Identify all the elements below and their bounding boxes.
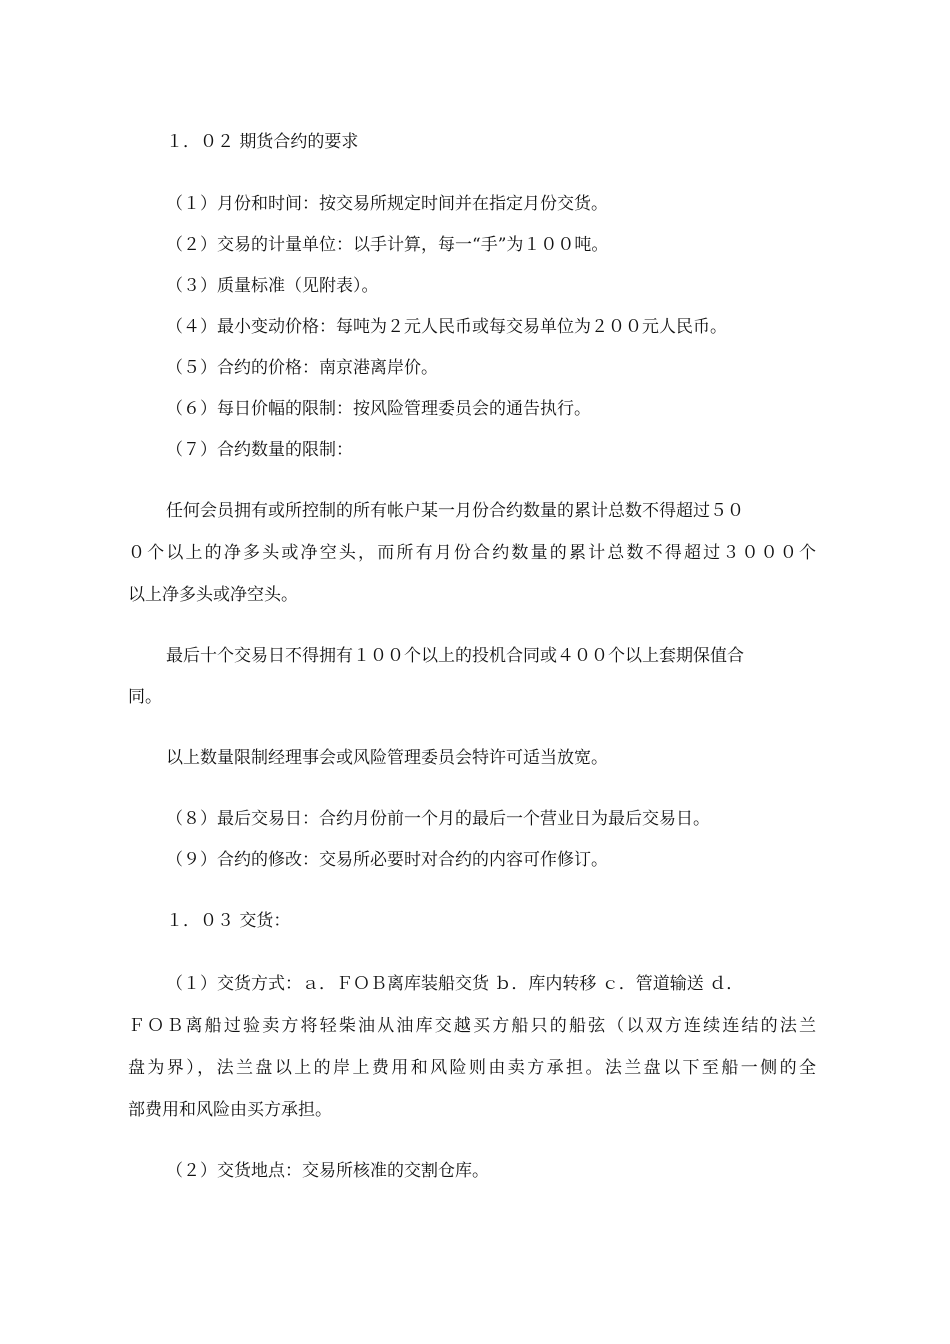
list-item: （８）最后交易日：合约月份前一个月的最后一个营业日为最后交易日。 [166, 809, 710, 829]
paragraph-line: 以上净多头或净空头。 [128, 585, 298, 605]
section-heading-1-03: １．０３ 交货： [166, 911, 291, 931]
list-item: （７）合约数量的限制： [166, 440, 353, 460]
list-item: （２）交货地点：交易所核准的交割仓库。 [166, 1161, 489, 1181]
paragraph-line: 部费用和风险由买方承担。 [128, 1100, 332, 1120]
list-item: （３）质量标准（见附表）。 [166, 276, 379, 296]
list-item: （５）合约的价格：南京港离岸价。 [166, 358, 438, 378]
list-item: （９）合约的修改：交易所必要时对合约的内容可作修订。 [166, 850, 608, 870]
paragraph-line: 任何会员拥有或所控制的所有帐户某一月份合约数量的累计总数不得超过５０ [166, 501, 744, 521]
paragraph-line: ＦＯＢ离船过验卖方将轻柴油从油库交越买方船只的船弦（以双方连续连结的法兰 [128, 1016, 816, 1036]
paragraph-line: 最后十个交易日不得拥有１００个以上的投机合同或４００个以上套期保值合 [166, 646, 744, 666]
list-item: （６）每日价幅的限制：按风险管理委员会的通告执行。 [166, 399, 591, 419]
paragraph-line: 同。 [128, 687, 162, 707]
section-heading-1-02: １．０２ 期货合约的要求 [166, 132, 359, 152]
paragraph-line: （１）交货方式：ａ．ＦＯＢ离库装船交货 ｂ．库内转移 ｃ．管道输送 ｄ． [166, 974, 744, 994]
list-item: （４）最小变动价格：每吨为２元人民币或每交易单位为２００元人民币。 [166, 317, 727, 337]
list-item: （１）月份和时间：按交易所规定时间并在指定月份交货。 [166, 194, 608, 214]
paragraph-line: ０个以上的净多头或净空头，而所有月份合约数量的累计总数不得超过３０００个 [128, 543, 816, 563]
list-item: （２）交易的计量单位：以手计算，每一“手”为１００吨。 [166, 235, 609, 255]
paragraph-line: 以上数量限制经理事会或风险管理委员会特许可适当放宽。 [166, 748, 608, 768]
paragraph-line: 盘为界），法兰盘以上的岸上费用和风险则由卖方承担。法兰盘以下至船一侧的全 [128, 1058, 816, 1078]
